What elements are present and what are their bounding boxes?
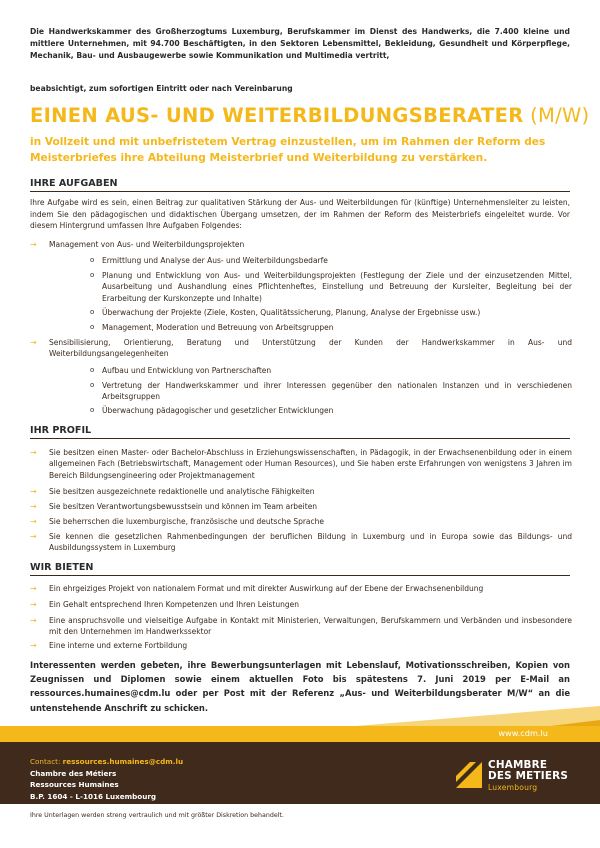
list-item-text: Sie kennen die gesetzlichen Rahmenbedingungen der beruflichen Bildung in Luxemburg und in Europa sowie das Bildungs- und Ausbildungssystem in Luxemburg xyxy=(49,532,572,553)
intro-line: beabsichtigt, zum sofortigen Eintritt oder nach Vereinbarung xyxy=(30,84,293,93)
list-item-text: Eine anspruchsvolle und vielseitige Aufgabe in Kontakt mit Ministerien, Verwaltungen, Berufskammern und Verbänden und insbesondere mit den Unternehmen im Handwerkssektor xyxy=(49,616,572,637)
circle-bullet-icon: o xyxy=(90,308,95,316)
sub-list-item xyxy=(90,307,572,318)
logo-line-2: DES METIERS xyxy=(488,770,568,782)
list-item-text: Sensibilisierung, Orientierung, Beratung und Unterstützung der Kunden der Handwerkskammer in Aus- und Weiterbildungsangelegenheiten xyxy=(49,338,572,359)
arrow-right-icon: → xyxy=(30,502,37,511)
list-item xyxy=(30,486,572,497)
arrow-right-icon: → xyxy=(30,584,37,593)
arrow-right-icon: → xyxy=(30,532,37,541)
sub-list-item xyxy=(90,405,572,416)
section-title-profil: IHR PROFIL xyxy=(30,425,570,439)
list-item-text: Ein ehrgeiziges Projekt von nationalem Format und mit direkter Auswirkung auf der Ebene der Erwachsenenbildung xyxy=(49,584,484,593)
circle-bullet-icon: o xyxy=(90,271,95,279)
job-title-suffix: (M/W) xyxy=(523,104,590,127)
sub-list-item-text: Management, Moderation und Betreuung von Arbeitsgruppen xyxy=(102,323,334,332)
list-item xyxy=(30,615,572,638)
sub-list-item-text: Überwachung pädagogischer und gesetzlicher Entwicklungen xyxy=(102,406,334,415)
sub-list-item xyxy=(90,380,572,403)
section-title-bieten: WIR BIETEN xyxy=(30,562,570,576)
list-item-text: Sie besitzen ausgezeichnete redaktionelle und analytische Fähigkeiten xyxy=(49,487,315,496)
sub-list-item-text: Überwachung der Projekte (Ziele, Kosten, Qualitätssicherung, Planung, Analyse der Ergebnisse usw.) xyxy=(102,308,481,317)
aufgaben-intro: Ihre Aufgabe wird es sein, einen Beitrag zur qualitativen Stärkung der Aus- und Weiterbildungen für (künftige) Unternehmensleiter zu leisten, indem Sie den pädagogischen und didaktischen Übergang umsetzen, der im Rahmen der Reform des Meisterbriefs eingeleitet wurde. Vor diesem Hintergrund umfassen Ihre Aufgaben Folgendes: xyxy=(30,198,570,231)
list-item-text: Management von Aus- und Weiterbildungsprojekten xyxy=(49,240,245,249)
footer-gold-bar xyxy=(0,726,600,742)
arrow-right-icon: → xyxy=(30,616,37,625)
contact-label: Contact: xyxy=(30,757,63,766)
list-item-text: Sie besitzen Verantwortungsbewusstsein und können im Team arbeiten xyxy=(49,502,318,511)
list-item xyxy=(30,337,572,360)
arrow-right-icon: → xyxy=(30,338,37,347)
list-item xyxy=(30,583,572,594)
job-title xyxy=(30,104,589,127)
list-item xyxy=(30,516,572,527)
list-item xyxy=(30,640,572,651)
arrow-right-icon: → xyxy=(30,641,37,650)
circle-bullet-icon: o xyxy=(90,406,95,414)
list-item xyxy=(30,447,572,481)
list-item-text: Eine interne und externe Fortbildung xyxy=(49,641,188,650)
sub-list-item xyxy=(90,322,572,333)
logo-wordmark xyxy=(488,760,568,793)
sub-list-item xyxy=(90,365,572,376)
arrow-right-icon: → xyxy=(30,240,37,249)
job-title-main: EINEN AUS- UND WEITERBILDUNGSBERATER xyxy=(30,104,524,127)
department-name: Ressources Humaines xyxy=(30,780,119,789)
list-item-text: Sie beherrschen die luxemburgische, französische und deutsche Sprache xyxy=(49,517,325,526)
circle-bullet-icon: o xyxy=(90,256,95,264)
arrow-right-icon: → xyxy=(30,487,37,496)
logo-line-3: Luxembourg xyxy=(488,783,538,792)
logo-mark-icon xyxy=(456,762,482,788)
sub-list-item-text: Ermittlung und Analyse der Aus- und Weiterbildungsbedarfe xyxy=(102,256,328,265)
list-item-text: Ein Gehalt entsprechend Ihren Kompetenzen und Ihren Leistungen xyxy=(49,600,300,609)
application-instructions: Interessenten werden gebeten, ihre Bewerbungsunterlagen mit Lebenslauf, Motivationsschreiben, Kopien von Zeugnissen und Diplomen sowie einem aktuellen Foto bis spätestens 7. Juni 2019 per E-Mail an ressources.humaines@cdm.lu oder per Post mit der Referenz „Aus- und Weiterbildungsberater M/W“ an die untenstehende Anschrift zu schicken. xyxy=(30,660,570,713)
circle-bullet-icon: o xyxy=(90,323,95,331)
list-item xyxy=(30,599,572,610)
chambre-des-metiers-logo xyxy=(456,760,576,792)
sub-list-item xyxy=(90,255,572,266)
job-subtitle: in Vollzeit und mit unbefristetem Vertrag einzustellen, um im Rahmen der Reform des Meisterbriefes ihre Abteilung Meisterbrief und Weiterbildung zu verstärken. xyxy=(30,136,546,164)
arrow-right-icon: → xyxy=(30,448,37,457)
logo-line-1: CHAMBRE xyxy=(488,759,548,771)
list-item xyxy=(30,239,572,250)
sub-list-item-text: Aufbau und Entwicklung von Partnerschaften xyxy=(102,366,272,375)
circle-bullet-icon: o xyxy=(90,366,95,374)
list-item xyxy=(30,501,572,512)
list-item-text: Sie besitzen einen Master- oder Bachelor-Abschluss in Erziehungswissenschaften, in Pädagogik, in der Erwachsenenbildung oder in einem allgemeinen Fach (Betriebswirtschaft, Management oder Human Resources), und Sie haben erste Erfahrungen von wenigstens 3 Jahren im Bereich Bildungsengineering oder Projektmanagement xyxy=(49,448,572,480)
contact-block xyxy=(30,756,183,802)
website-link[interactable]: www.cdm.lu xyxy=(498,728,548,738)
confidentiality-note: Ihre Unterlagen werden streng vertraulich und mit größter Diskretion behandelt. xyxy=(30,812,284,819)
section-title-aufgaben: IHRE AUFGABEN xyxy=(30,178,570,192)
postal-address: B.P. 1604 - L-1016 Luxembourg xyxy=(30,791,157,801)
arrow-right-icon: → xyxy=(30,517,37,526)
org-name: Chambre des Métiers xyxy=(30,768,117,778)
arrow-right-icon: → xyxy=(30,600,37,609)
sub-list-item xyxy=(90,270,572,304)
intro-paragraph: Die Handwerkskammer des Großherzogtums Luxemburg, Berufskammer im Dienst des Handwerks, die 7.400 kleine und mittlere Unternehmen, mit 94.700 Beschäftigten, in den Sektoren Lebensmittel, Bekleidung, Gesundheit und Körperpflege, Mechanik, Bau- und Ausbaugewerbe sowie Kommunikation und Multimedia vertritt, xyxy=(30,27,570,61)
list-item xyxy=(30,531,572,554)
contact-email-link[interactable]: ressources.humaines@cdm.lu xyxy=(62,757,184,766)
circle-bullet-icon: o xyxy=(90,381,95,389)
footer-contact-panel xyxy=(0,742,600,804)
sub-list-item-text: Vertretung der Handwerkskammer und ihrer Interessen gegenüber den nationalen Instanzen und in verschiedenen Arbeitsgruppen xyxy=(102,381,572,402)
sub-list-item-text: Planung und Entwicklung von Aus- und Weiterbildungsprojekten (Festlegung der Ziele und der einzusetzenden Mittel, Ausarbeitung und Aushandlung eines Pflichtenheftes, Einstellung und Betreuung der Kursleiter, Begleitung bei der Erarbeitung der Kurskonzepte und Inhalte) xyxy=(102,271,572,303)
